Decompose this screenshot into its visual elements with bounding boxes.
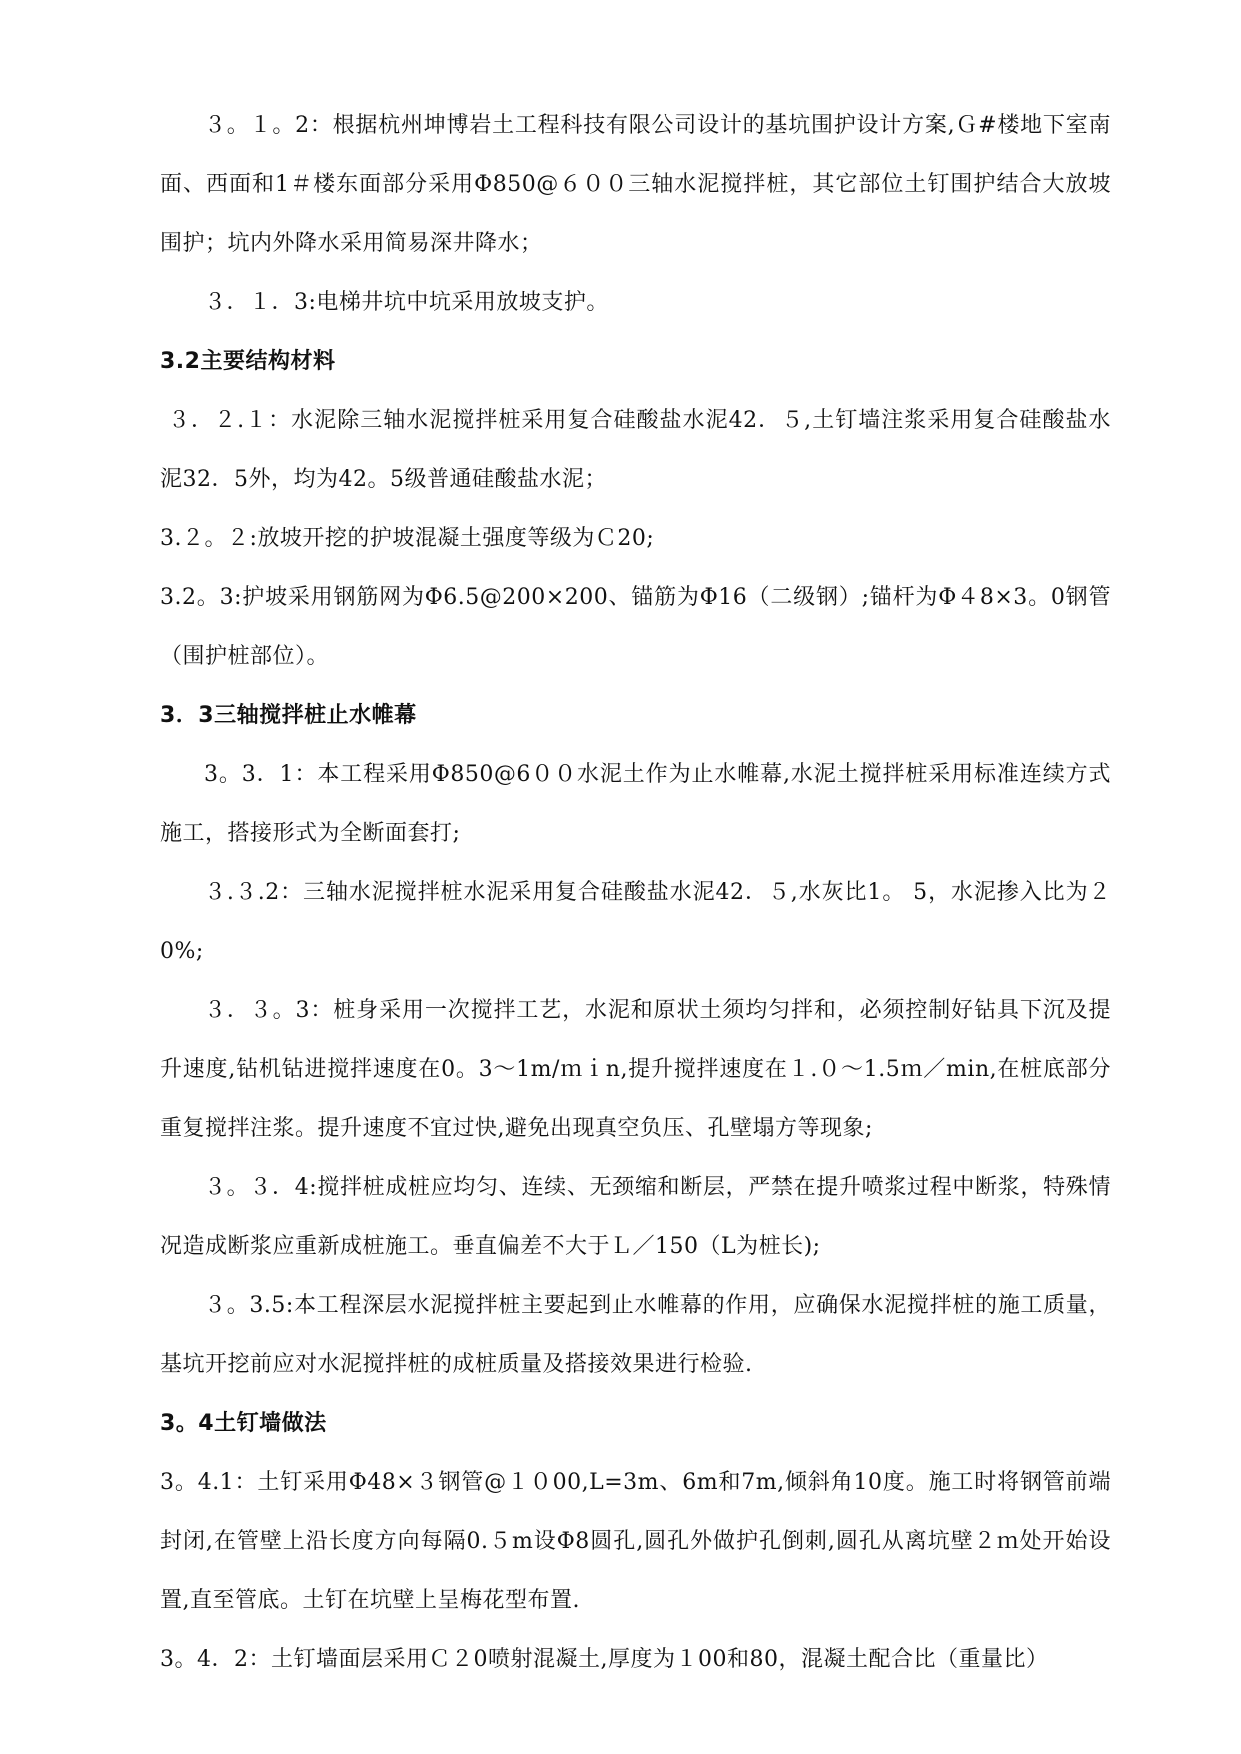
paragraph-3-3-3: ３．３。3：桩身采用一次搅拌工艺，水泥和原状土须均匀拌和，必须控制好钻具下沉及提升速度,钻机钻进搅拌速度在0。3～1m/ｍｉn,提升搅拌速度在１.０～1.5ｍ／min,在桩底部分重复搅拌注浆。提升速度不宜过快,避免出现真空负压、孔壁塌方等现象; [160,998,1111,1141]
paragraph-3-2-2: 3.２。２:放坡开挖的护坡混凝土强度等级为Ｃ20; [160,526,655,551]
paragraph-3-3-5: ３。3.5:本工程深层水泥搅拌桩主要起到止水帷幕的作用，应确保水泥搅拌桩的施工质量，基坑开挖前应对水泥搅拌桩的成桩质量及搭接效果进行检验. [160,1293,1111,1377]
paragraph-3-4-2: 3。4．2：土钉墙面层采用Ｃ２0喷射混凝土,厚度为１00和80，混凝土配合比（重量比） [160,1647,1049,1672]
paragraph-3-3-1: 3。3．1：本工程采用Φ850@6００水泥土作为止水帷幕,水泥土搅拌桩采用标准连续方式施工，搭接形式为全断面套打; [160,762,1111,846]
paragraph-3-1-3: ３．１．3:电梯井坑中坑采用放坡支护。 [204,290,609,315]
paragraph-3-2-1: ３．２.１：水泥除三轴水泥搅拌桩采用复合硅酸盐水泥42．５,土钉墙注浆采用复合硅酸盐水泥32．5外，均为42。5级普通硅酸盐水泥； [160,408,1111,492]
paragraph-3-3-2: ３.３.2：三轴水泥搅拌桩水泥采用复合硅酸盐水泥42．５,水灰比1。 5，水泥掺入比为２0%; [160,880,1111,964]
section-heading-3-2: 3.2主要结构材料 [160,349,336,374]
paragraph-3-1-2: ３。１。2：根据杭州坤博岩土工程科技有限公司设计的基坑围护设计方案,Ｇ#楼地下室南面、西面和1＃楼东面部分采用Φ850@６００三轴水泥搅拌桩，其它部位土钉围护结合大放坡围护；坑内外降水采用简易深井降水； [160,113,1111,256]
paragraph-3-2-3: 3.2。3:护坡采用钢筋网为Φ6.5@200×200、锚筋为Φ16（二级钢）;锚杆为Φ４8×3。0钢管（围护桩部位）。 [160,585,1111,669]
section-heading-3-3: 3．3三轴搅拌桩止水帷幕 [160,703,417,728]
paragraph-3-3-4: ３。３．4:搅拌桩成桩应均匀、连续、无颈缩和断层，严禁在提升喷浆过程中断浆，特殊情况造成断浆应重新成桩施工。垂直偏差不大于Ｌ／150（L为桩长); [160,1175,1111,1259]
section-heading-3-4: 3。4土钉墙做法 [160,1411,327,1436]
paragraph-3-4-1: 3。4.1：土钉采用Φ48×３钢管@１０00,L=3m、6m和7m,倾斜角10度。施工时将钢管前端封闭,在管壁上沿长度方向每隔0.５m设Φ8圆孔,圆孔外做护孔倒刺,圆孔从离坑壁２ｍ处开始设置,直至管底。土钉在坑壁上呈梅花型布置. [160,1470,1111,1613]
